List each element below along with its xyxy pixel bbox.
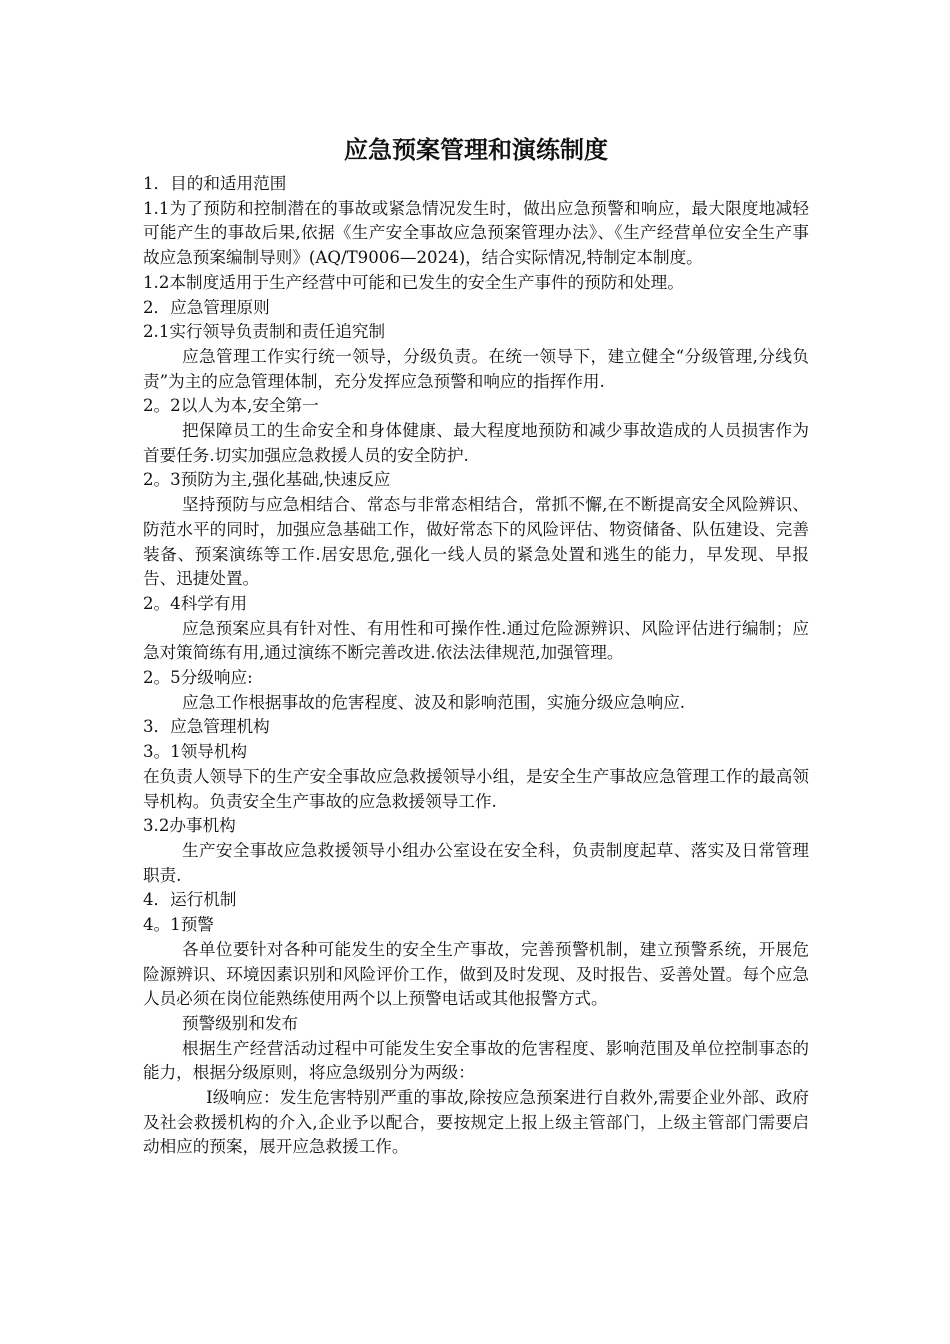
paragraph: 1.1为了预防和控制潜在的事故或紧急情况发生时，做出应急预警和响应，最大限度地减轻可能产生的事故后果,依据《生产安全事故应急预案管理办法》、《生产经营单位安全生产事故应急预案编制导则》(AQ/T9006—2024)，结合实际情况,特制定本制度。 bbox=[143, 198, 809, 268]
paragraph: 生产安全事故应急救援领导小组办公室设在安全科，负责制度起草、落实及日常管理职责. bbox=[143, 840, 809, 885]
document-page bbox=[143, 128, 809, 1160]
paragraph: 应急工作根据事故的危害程度、波及和影响范围，实施分级应急响应. bbox=[182, 692, 686, 712]
paragraph: 1．目的和适用范围 bbox=[143, 174, 287, 193]
paragraph: 4．运行机制 bbox=[143, 890, 237, 910]
paragraph: 1.2本制度适用于生产经营中可能和已发生的安全生产事件的预防和处理。 bbox=[143, 272, 684, 292]
paragraph: 3．应急管理机构 bbox=[143, 717, 270, 737]
paragraph: 应急管理工作实行统一领导，分级负责。在统一领导下，建立健全“分级管理,分线负责”为主的应急管理体制，充分发挥应急预警和响应的指挥作用. bbox=[143, 346, 809, 391]
paragraph: 坚持预防与应急相结合、常态与非常态相结合，常抓不懈,在不断提高安全风险辨识、防范水平的同时，加强应急基础工作，做好常态下的风险评估、物资储备、队伍建设、完善装备、预案演练等工作.居安思危,强化一线人员的紧急处置和逃生的能力，早发现、早报告、迅捷处置。 bbox=[143, 495, 809, 589]
paragraph: 根据生产经营活动过程中可能发生安全事故的危害程度、影响范围及单位控制事态的能力，根据分级原则，将应急级别分为两级： bbox=[143, 1038, 809, 1083]
paragraph: 2.1实行领导负责制和责任追究制 bbox=[143, 322, 386, 342]
paragraph: 2。3预防为主,强化基础,快速反应 bbox=[143, 470, 391, 490]
paragraph: 2．应急管理原则 bbox=[143, 297, 270, 317]
paragraph: 3.2办事机构 bbox=[143, 816, 236, 836]
paragraph: 2。2以人为本,安全第一 bbox=[143, 396, 319, 416]
paragraph: 应急预案应具有针对性、有用性和可操作性.通过危险源辨识、风险评估进行编制；应急对策简练有用,通过演练不断完善改进.依法法律规范,加强管理。 bbox=[143, 618, 809, 663]
paragraph: 2。5分级响应: bbox=[143, 668, 253, 688]
paragraph: 4。1预警 bbox=[143, 915, 214, 935]
paragraph: 预警级别和发布 bbox=[182, 1013, 299, 1033]
document-title: 应急预案管理和演练制度 bbox=[344, 136, 608, 164]
paragraph: 各单位要针对各种可能发生的安全生产事故，完善预警机制，建立预警系统，开展危险源辨识、环境因素识别和风险评价工作，做到及时发现、及时报告、妥善处置。每个应急人员必须在岗位能熟练使用两个以上预警电话或其他报警方式。 bbox=[143, 939, 809, 1009]
paragraph: Ⅰ级响应：发生危害特别严重的事故,除按应急预案进行自救外,需要企业外部、政府及社会救援机构的介入,企业予以配合，要按规定上报上级主管部门，上级主管部门需要启动相应的预案，展开应急救援工作。 bbox=[143, 1088, 809, 1157]
paragraph: 把保障员工的生命安全和身体健康、最大程度地预防和减少事故造成的人员损害作为首要任务.切实加强应急救援人员的安全防护. bbox=[143, 421, 809, 465]
document-body bbox=[143, 172, 809, 1160]
paragraph: 2。4科学有用 bbox=[143, 593, 248, 613]
paragraph: 在负责人领导下的生产安全事故应急救援领导小组，是安全生产事故应急管理工作的最高领导机构。负责安全生产事故的应急救援领导工作. bbox=[143, 766, 809, 811]
paragraph: 3。1领导机构 bbox=[143, 742, 248, 762]
